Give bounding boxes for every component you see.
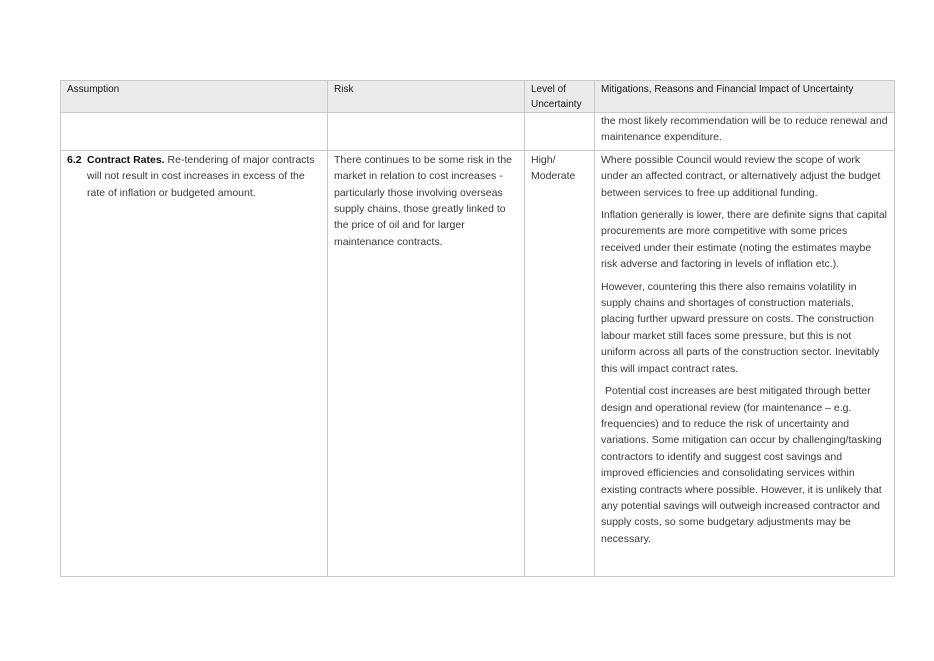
cell-mitigation-continued: the most likely recommendation will be to reduce renewal and maintenance expenditure. <box>595 113 895 151</box>
mitigation-paragraph: Inflation generally is lower, there are definite signs that capital procurements are more competitive with some prices received under their estimate (noting the estimates maybe risk adverse and factoring in levels of inflation etc.). <box>601 209 887 271</box>
cell-mitigation <box>595 150 895 576</box>
assumption-number: 6.2 <box>67 153 82 166</box>
assumptions-table <box>60 80 895 577</box>
cell-level-empty <box>525 113 595 151</box>
mitigation-paragraph: Potential cost increases are best mitigated through better design and operational review (for maintenance – e.g. frequencies) and to reduce the risk of uncertainty and variations. Some mitigation can occur by challenging/tasking contractors to identify and suggest cost savings and improved efficiencies and consolidating services within existing contracts where possible. However, it is unlikely that any potential savings will outweigh increased contractor and supply costs, so some budgetary adjustments may be necessary. <box>601 385 882 545</box>
mitigation-paragraph: Where possible Council would review the scope of work under an affected contract, or alternatively adjust the budget between services to free up additional funding. <box>601 153 881 199</box>
header-level-of-uncertainty: Level of Uncertainty <box>525 81 595 113</box>
cell-level-of-uncertainty: High/ Moderate <box>525 150 595 576</box>
cell-assumption <box>61 150 328 576</box>
assumption-description: Re-tendering of major contracts will not result in cost increases in excess of the rate of inflation or budgeted amount. <box>87 153 315 199</box>
assumption-title: Contract Rates. <box>87 153 165 166</box>
header-risk: Risk <box>328 81 525 113</box>
header-mitigations: Mitigations, Reasons and Financial Impact of Uncertainty <box>595 81 895 113</box>
mitigation-paragraph: However, countering this there also remains volatility in supply chains and shortages of construction materials, placing further upward pressure on costs. The construction labour market still faces some pressure, but this is not uniform across all parts of the construction sector. Inevitably this will impact contract rates. <box>601 280 880 375</box>
header-assumption: Assumption <box>61 81 328 113</box>
table-row-continued <box>61 113 895 151</box>
cell-risk-empty <box>328 113 525 151</box>
cell-assumption-empty <box>61 113 328 151</box>
table-header-row <box>61 81 895 113</box>
cell-risk: There continues to be some risk in the market in relation to cost increases - particularly those involving overseas supply chains, those greatly linked to the price of oil and for larger maintenance contracts. <box>328 150 525 576</box>
table-row-contract-rates <box>61 150 895 576</box>
